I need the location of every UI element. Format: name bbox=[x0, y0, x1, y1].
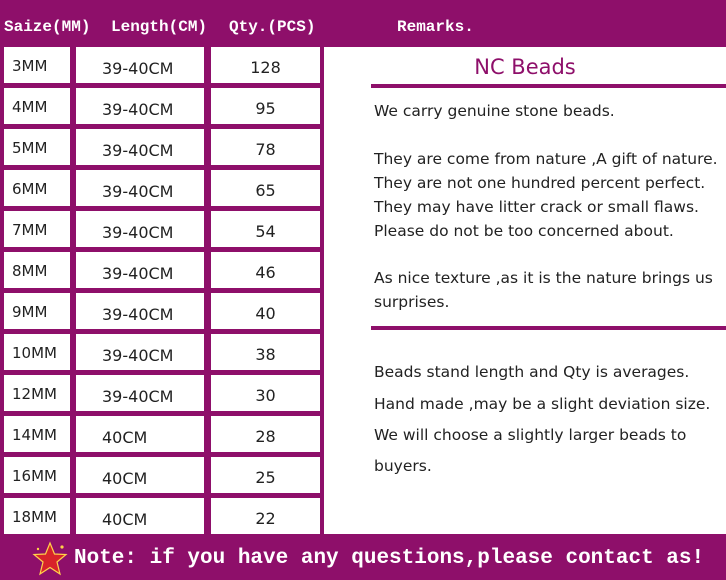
remark-line: They are come from nature ,A gift of nature. bbox=[374, 150, 718, 168]
length-cell: 39-40CM bbox=[76, 47, 204, 83]
remark-line: We will choose a slightly larger beads to bbox=[374, 426, 687, 444]
table-row bbox=[4, 293, 320, 329]
qty-cell: 95 bbox=[211, 88, 320, 124]
qty-cell: 28 bbox=[211, 416, 320, 452]
qty-cell: 22 bbox=[211, 498, 320, 534]
remark-line: buyers. bbox=[374, 457, 432, 475]
table-row bbox=[4, 88, 320, 124]
length-cell: 39-40CM bbox=[76, 88, 204, 124]
size-cell: 14MM bbox=[4, 416, 70, 452]
remark-line: surprises. bbox=[374, 293, 450, 311]
size-cell: 18MM bbox=[4, 498, 70, 534]
table-row bbox=[4, 47, 320, 83]
table-row bbox=[4, 498, 320, 534]
qty-cell: 40 bbox=[211, 293, 320, 329]
length-cell: 39-40CM bbox=[76, 211, 204, 247]
size-column-header: Saize(MM) bbox=[4, 18, 91, 36]
size-cell: 10MM bbox=[4, 334, 70, 370]
brand-title: NC Beads bbox=[474, 55, 576, 79]
length-column-header: Length(CM) bbox=[111, 18, 208, 36]
size-cell: 9MM bbox=[4, 293, 70, 329]
table-row bbox=[4, 170, 320, 206]
qty-cell: 25 bbox=[211, 457, 320, 493]
remark-line: They are not one hundred percent perfect. bbox=[374, 174, 706, 192]
remark-line: Please do not be too concerned about. bbox=[374, 222, 674, 240]
remark-line: Hand made ,may be a slight deviation size. bbox=[374, 395, 711, 413]
table-row bbox=[4, 334, 320, 370]
remarks-column-header: Remarks. bbox=[397, 18, 474, 36]
contact-note bbox=[30, 541, 720, 577]
table-row bbox=[4, 211, 320, 247]
length-cell: 40CM bbox=[76, 457, 204, 493]
size-cell: 3MM bbox=[4, 47, 70, 83]
size-cell: 6MM bbox=[4, 170, 70, 206]
qty-cell: 65 bbox=[211, 170, 320, 206]
qty-cell: 46 bbox=[211, 252, 320, 288]
qty-cell: 54 bbox=[211, 211, 320, 247]
table-header bbox=[0, 0, 726, 46]
size-cell: 12MM bbox=[4, 375, 70, 411]
length-cell: 40CM bbox=[76, 416, 204, 452]
table-row bbox=[4, 129, 320, 165]
qty-cell: 78 bbox=[211, 129, 320, 165]
table-row bbox=[4, 457, 320, 493]
length-cell: 39-40CM bbox=[76, 129, 204, 165]
length-cell: 39-40CM bbox=[76, 293, 204, 329]
star-icon bbox=[30, 541, 70, 577]
length-cell: 39-40CM bbox=[76, 375, 204, 411]
table-row bbox=[4, 416, 320, 452]
divider bbox=[371, 326, 726, 330]
size-cell: 16MM bbox=[4, 457, 70, 493]
divider bbox=[371, 84, 726, 88]
remark-line: As nice texture ,as it is the nature brings us bbox=[374, 269, 713, 287]
table-row bbox=[4, 375, 320, 411]
length-cell: 39-40CM bbox=[76, 252, 204, 288]
qty-cell: 128 bbox=[211, 47, 320, 83]
qty-column-header: Qty.(PCS) bbox=[229, 18, 316, 36]
remark-line: They may have litter crack or small flaws. bbox=[374, 198, 699, 216]
length-cell: 39-40CM bbox=[76, 334, 204, 370]
remark-line: We carry genuine stone beads. bbox=[374, 102, 615, 120]
qty-cell: 30 bbox=[211, 375, 320, 411]
size-cell: 7MM bbox=[4, 211, 70, 247]
length-cell: 40CM bbox=[76, 498, 204, 534]
remark-line: Beads stand length and Qty is averages. bbox=[374, 363, 690, 381]
length-cell: 39-40CM bbox=[76, 170, 204, 206]
size-cell: 4MM bbox=[4, 88, 70, 124]
note-text: Note: if you have any questions,please contact as! bbox=[74, 547, 705, 570]
remarks-panel bbox=[324, 47, 726, 534]
size-cell: 5MM bbox=[4, 129, 70, 165]
table-row bbox=[4, 252, 320, 288]
size-cell: 8MM bbox=[4, 252, 70, 288]
qty-cell: 38 bbox=[211, 334, 320, 370]
